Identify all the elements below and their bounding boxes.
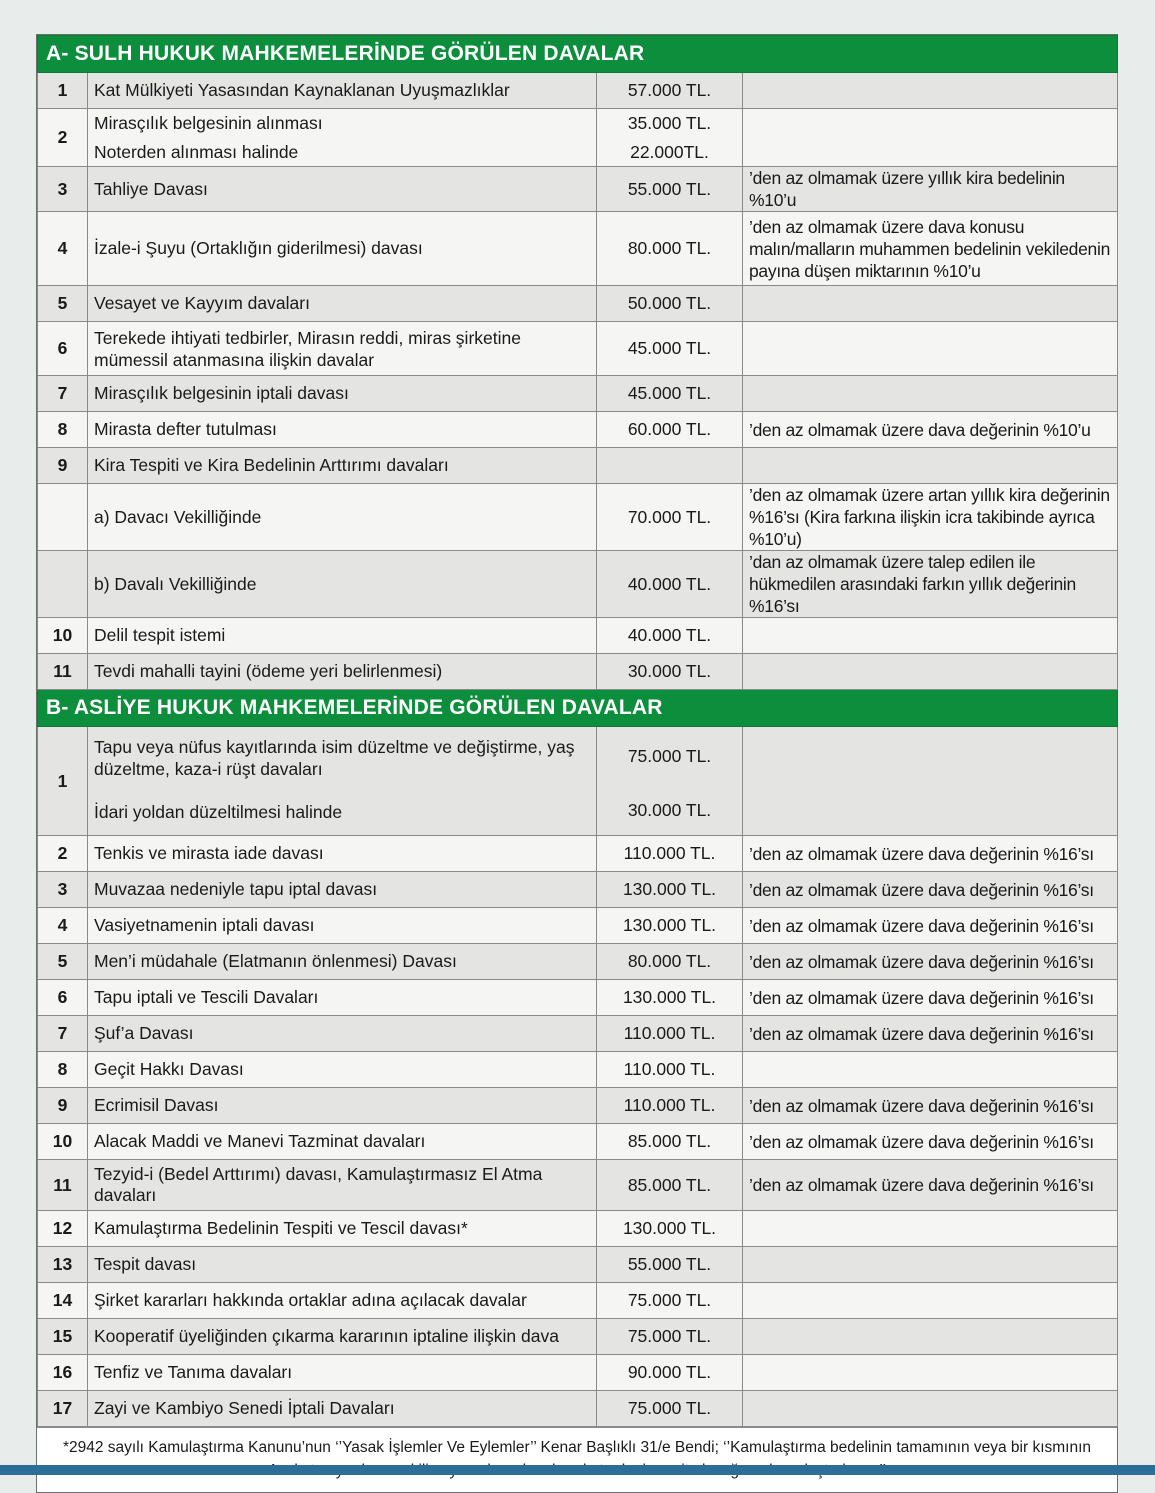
row-number: 5 xyxy=(38,286,88,322)
fee-note: ’den az olmamak üzere dava değerinin %16’sı xyxy=(743,1124,1118,1160)
row-number: 3 xyxy=(38,167,88,212)
fee-note: ’den az olmamak üzere dava değerinin %16’sı xyxy=(743,836,1118,872)
case-type: Tevdi mahalli tayini (ödeme yeri belirlenmesi) xyxy=(88,654,597,690)
case-type: Alacak Maddi ve Manevi Tazminat davaları xyxy=(88,1124,597,1160)
case-type: Vasiyetnamenin iptali davası xyxy=(88,908,597,944)
table-row xyxy=(38,980,1118,1016)
table-row xyxy=(38,286,1118,322)
row-number: 8 xyxy=(38,412,88,448)
fee-note xyxy=(743,322,1118,376)
fee-amount: 130.000 TL. xyxy=(597,872,743,908)
fee-amount: 110.000 TL. xyxy=(597,836,743,872)
row-number: 13 xyxy=(38,1247,88,1283)
case-type-line: Noterden alınması halinde xyxy=(94,142,299,162)
table-row xyxy=(38,551,1118,618)
fee-note xyxy=(743,1211,1118,1247)
case-type-line: İdari yoldan düzeltilmesi halinde xyxy=(94,801,343,822)
fee-amount: 30.000 TL. xyxy=(597,654,743,690)
fee-amount-line: 30.000 TL. xyxy=(627,799,712,820)
fee-amount: 75.000 TL. xyxy=(597,1391,743,1427)
table-row xyxy=(38,908,1118,944)
fee-note: ’den az olmamak üzere dava konusu malın/malların muhammen bedelinin vekiledenin payına düşen miktarının %10’u xyxy=(743,212,1118,286)
fee-amount: 130.000 TL. xyxy=(597,980,743,1016)
row-number xyxy=(38,484,88,551)
row-number: 6 xyxy=(38,322,88,376)
row-number: 11 xyxy=(38,654,88,690)
row-number xyxy=(38,551,88,618)
table-row xyxy=(38,1355,1118,1391)
fee-amount xyxy=(597,448,743,484)
fee-note xyxy=(743,1052,1118,1088)
case-type: Terekede ihtiyati tedbirler, Mirasın reddi, miras şirketine mümessil atanmasına ilişkin davalar xyxy=(88,322,597,376)
row-number: 6 xyxy=(38,980,88,1016)
case-type: Şirket kararları hakkında ortaklar adına açılacak davalar xyxy=(88,1283,597,1319)
case-type: Geçit Hakkı Davası xyxy=(88,1052,597,1088)
case-type xyxy=(88,109,597,167)
case-type: b) Davalı Vekilliğinde xyxy=(88,551,597,618)
fee-table xyxy=(37,35,1118,1427)
row-number: 12 xyxy=(38,1211,88,1247)
fee-note xyxy=(743,286,1118,322)
fee-amount: 130.000 TL. xyxy=(597,908,743,944)
row-number: 3 xyxy=(38,872,88,908)
table-row xyxy=(38,1088,1118,1124)
case-type-line: Mirasçılık belgesinin alınması xyxy=(94,113,323,133)
case-type: Tenfiz ve Tanıma davaları xyxy=(88,1355,597,1391)
table-row xyxy=(38,618,1118,654)
row-number: 17 xyxy=(38,1391,88,1427)
fee-amount xyxy=(597,109,743,167)
fee-note: ’den az olmamak üzere dava değerinin %16’sı xyxy=(743,980,1118,1016)
table-row xyxy=(38,167,1118,212)
fee-amount: 75.000 TL. xyxy=(597,1283,743,1319)
fee-amount: 80.000 TL. xyxy=(597,212,743,286)
fee-amount xyxy=(597,727,743,836)
table-row xyxy=(38,1391,1118,1427)
fee-amount-line: 75.000 TL. xyxy=(627,745,712,766)
table-row xyxy=(38,109,1118,167)
table-row xyxy=(38,1283,1118,1319)
fee-amount: 45.000 TL. xyxy=(597,322,743,376)
fee-amount: 55.000 TL. xyxy=(597,167,743,212)
fee-note xyxy=(743,376,1118,412)
case-type: Muvazaa nedeniyle tapu iptal davası xyxy=(88,872,597,908)
case-type-line: Tapu veya nüfus kayıtlarında isim düzeltme ve değiştirme, yaş düzeltme, kaza-i rüşt davaları xyxy=(94,737,575,779)
table-row xyxy=(38,73,1118,109)
row-number: 4 xyxy=(38,212,88,286)
row-number: 7 xyxy=(38,376,88,412)
row-number: 7 xyxy=(38,1016,88,1052)
fee-amount: 90.000 TL. xyxy=(597,1355,743,1391)
table-row xyxy=(38,448,1118,484)
row-number: 10 xyxy=(38,1124,88,1160)
fee-note xyxy=(743,1283,1118,1319)
fee-amount: 40.000 TL. xyxy=(597,618,743,654)
case-type: Zayi ve Kambiyo Senedi İptali Davaları xyxy=(88,1391,597,1427)
case-type: Kooperatif üyeliğinden çıkarma kararının iptaline ilişkin dava xyxy=(88,1319,597,1355)
table-row xyxy=(38,1319,1118,1355)
fee-note: ’den az olmamak üzere dava değerinin %16’sı xyxy=(743,1088,1118,1124)
row-number: 9 xyxy=(38,448,88,484)
section-a-title: A- SULH HUKUK MAHKEMELERİNDE GÖRÜLEN DAVALAR xyxy=(38,36,1118,73)
row-number: 9 xyxy=(38,1088,88,1124)
row-number: 5 xyxy=(38,944,88,980)
case-type: a) Davacı Vekilliğinde xyxy=(88,484,597,551)
table-row xyxy=(38,1160,1118,1211)
table-row xyxy=(38,836,1118,872)
case-type: Mirasta defter tutulması xyxy=(88,412,597,448)
case-type: Tezyid-i (Bedel Arttırımı) davası, Kamulaştırmasız El Atma davaları xyxy=(88,1160,597,1211)
table-row xyxy=(38,872,1118,908)
row-number: 15 xyxy=(38,1319,88,1355)
table-row xyxy=(38,1016,1118,1052)
table-row xyxy=(38,376,1118,412)
section-a-header xyxy=(38,36,1118,73)
fee-note xyxy=(743,654,1118,690)
fee-amount: 45.000 TL. xyxy=(597,376,743,412)
fee-note xyxy=(743,1319,1118,1355)
fee-amount: 80.000 TL. xyxy=(597,944,743,980)
fee-note: ’den az olmamak üzere artan yıllık kira değerinin %16’sı (Kira farkına ilişkin icra takibinde ayrıca %10’u) xyxy=(743,484,1118,551)
footnote: *2942 sayılı Kamulaştırma Kanunu’nun ‘’Yasak İşlemler Ve Eylemler’’ Kenar Başlıklı 31/e Bendi; ‘’Kamulaştırma bedelinin tamamının veya bir kısmının xyxy=(37,1427,1117,1492)
fee-amount: 110.000 TL. xyxy=(597,1088,743,1124)
case-type: Kira Tespiti ve Kira Bedelinin Arttırımı davaları xyxy=(88,448,597,484)
fee-note xyxy=(743,73,1118,109)
fee-amount: 75.000 TL. xyxy=(597,1319,743,1355)
fee-note: ’den az olmamak üzere yıllık kira bedelinin %10’u xyxy=(743,167,1118,212)
fee-note xyxy=(743,727,1118,836)
case-type: İzale-i Şuyu (Ortaklığın giderilmesi) davası xyxy=(88,212,597,286)
table-row xyxy=(38,727,1118,836)
row-number: 2 xyxy=(38,836,88,872)
fee-amount: 110.000 TL. xyxy=(597,1052,743,1088)
row-number: 8 xyxy=(38,1052,88,1088)
fee-note: ’den az olmamak üzere dava değerinin %16’sı xyxy=(743,872,1118,908)
table-row xyxy=(38,412,1118,448)
case-type xyxy=(88,727,597,836)
case-type: Şuf’a Davası xyxy=(88,1016,597,1052)
fee-amount-line: 22.000TL. xyxy=(630,142,709,162)
fee-amount: 40.000 TL. xyxy=(597,551,743,618)
fee-amount-line: 35.000 TL. xyxy=(627,113,712,133)
fee-amount: 50.000 TL. xyxy=(597,286,743,322)
fee-note: ’den az olmamak üzere dava değerinin %16’sı xyxy=(743,944,1118,980)
table-row xyxy=(38,212,1118,286)
fee-amount: 55.000 TL. xyxy=(597,1247,743,1283)
fee-amount: 130.000 TL. xyxy=(597,1211,743,1247)
fee-note xyxy=(743,1355,1118,1391)
section-b-header xyxy=(38,690,1118,727)
case-type: Tenkis ve mirasta iade davası xyxy=(88,836,597,872)
row-number: 11 xyxy=(38,1160,88,1211)
fee-amount: 110.000 TL. xyxy=(597,1016,743,1052)
fee-note xyxy=(743,618,1118,654)
fee-note: ’den az olmamak üzere dava değerinin %16’sı xyxy=(743,1160,1118,1211)
fee-amount: 57.000 TL. xyxy=(597,73,743,109)
row-number: 14 xyxy=(38,1283,88,1319)
case-type: Tespit davası xyxy=(88,1247,597,1283)
fee-amount: 70.000 TL. xyxy=(597,484,743,551)
table-row xyxy=(38,654,1118,690)
section-b-title: B- ASLİYE HUKUK MAHKEMELERİNDE GÖRÜLEN DAVALAR xyxy=(38,690,1118,727)
table-row xyxy=(38,484,1118,551)
case-type: Men’i müdahale (Elatmanın önlenmesi) Davası xyxy=(88,944,597,980)
table-row xyxy=(38,1052,1118,1088)
table-row xyxy=(38,1247,1118,1283)
table-row xyxy=(38,322,1118,376)
table-row xyxy=(38,1124,1118,1160)
fee-note: ’den az olmamak üzere dava değerinin %16’sı xyxy=(743,1016,1118,1052)
row-number: 2 xyxy=(38,109,88,167)
fee-note: ’den az olmamak üzere dava değerinin %10’u xyxy=(743,412,1118,448)
case-type: Kat Mülkiyeti Yasasından Kaynaklanan Uyuşmazlıklar xyxy=(88,73,597,109)
row-number: 1 xyxy=(38,73,88,109)
fee-amount: 85.000 TL. xyxy=(597,1160,743,1211)
row-number: 1 xyxy=(38,727,88,836)
fee-note xyxy=(743,109,1118,167)
fee-amount: 85.000 TL. xyxy=(597,1124,743,1160)
fee-note xyxy=(743,1391,1118,1427)
fee-note: ’den az olmamak üzere dava değerinin %16’sı xyxy=(743,908,1118,944)
case-type: Kamulaştırma Bedelinin Tespiti ve Tescil davası* xyxy=(88,1211,597,1247)
case-type: Vesayet ve Kayyım davaları xyxy=(88,286,597,322)
case-type: Mirasçılık belgesinin iptali davası xyxy=(88,376,597,412)
fee-note xyxy=(743,1247,1118,1283)
table-row xyxy=(38,1211,1118,1247)
case-type: Ecrimisil Davası xyxy=(88,1088,597,1124)
fee-amount: 60.000 TL. xyxy=(597,412,743,448)
row-number: 4 xyxy=(38,908,88,944)
fee-note: ’dan az olmamak üzere talep edilen ile hükmedilen arasındaki farkın yıllık değerinin %16’sı xyxy=(743,551,1118,618)
case-type: Tapu iptali ve Tescili Davaları xyxy=(88,980,597,1016)
bottom-color-band xyxy=(0,1465,1155,1475)
row-number: 10 xyxy=(38,618,88,654)
row-number: 16 xyxy=(38,1355,88,1391)
case-type: Delil tespit istemi xyxy=(88,618,597,654)
fee-schedule xyxy=(36,34,1118,1493)
case-type: Tahliye Davası xyxy=(88,167,597,212)
fee-note xyxy=(743,448,1118,484)
table-row xyxy=(38,944,1118,980)
